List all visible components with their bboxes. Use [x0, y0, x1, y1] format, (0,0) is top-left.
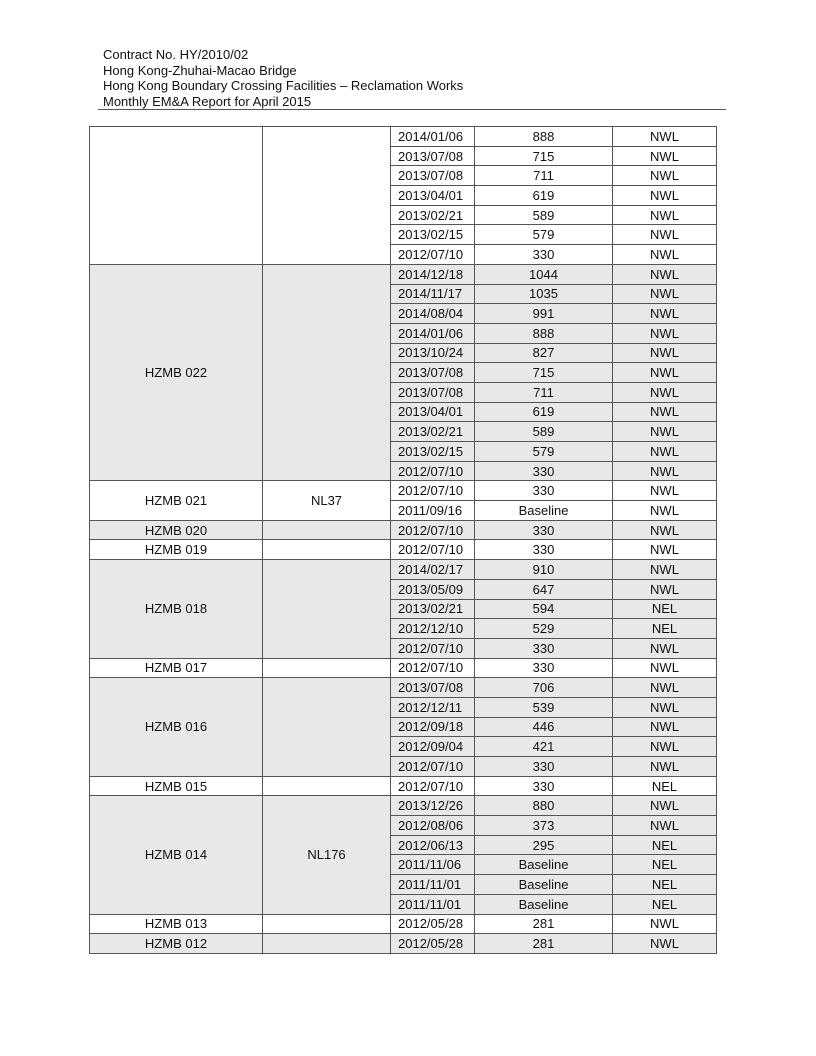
date-cell: 2013/10/24: [391, 343, 475, 363]
value-cell: 888: [475, 323, 613, 343]
value-cell: 529: [475, 619, 613, 639]
value-cell: 1035: [475, 284, 613, 304]
value-cell: 330: [475, 540, 613, 560]
value-cell: 281: [475, 914, 613, 934]
date-cell: 2014/01/06: [391, 127, 475, 147]
value-cell: Baseline: [475, 894, 613, 914]
value-cell: 711: [475, 166, 613, 186]
value-cell: 539: [475, 697, 613, 717]
date-cell: 2012/07/10: [391, 461, 475, 481]
date-cell: 2011/11/01: [391, 875, 475, 895]
class-cell: NWL: [613, 934, 717, 954]
class-cell: NWL: [613, 461, 717, 481]
reference-cell: [263, 658, 391, 678]
page-header: [103, 47, 463, 109]
date-cell: 2014/11/17: [391, 284, 475, 304]
table-row: [90, 520, 717, 540]
class-cell: NWL: [613, 166, 717, 186]
value-cell: Baseline: [475, 875, 613, 895]
monitoring-table-body: [90, 127, 717, 954]
table-row: [90, 560, 717, 580]
location-cell: HZMB 017: [90, 658, 263, 678]
class-cell: NWL: [613, 264, 717, 284]
date-cell: 2013/07/08: [391, 678, 475, 698]
class-cell: NWL: [613, 127, 717, 147]
table-row: [90, 678, 717, 698]
class-cell: NWL: [613, 697, 717, 717]
table-row: [90, 264, 717, 284]
reference-cell: [263, 540, 391, 560]
class-cell: NEL: [613, 894, 717, 914]
date-cell: 2012/07/10: [391, 658, 475, 678]
class-cell: NEL: [613, 875, 717, 895]
class-cell: NWL: [613, 501, 717, 521]
class-cell: NWL: [613, 225, 717, 245]
value-cell: 330: [475, 481, 613, 501]
date-cell: 2013/07/08: [391, 363, 475, 383]
date-cell: 2012/07/10: [391, 638, 475, 658]
class-cell: NWL: [613, 382, 717, 402]
date-cell: 2012/07/10: [391, 540, 475, 560]
location-cell: [90, 127, 263, 265]
class-cell: NWL: [613, 658, 717, 678]
class-cell: NWL: [613, 796, 717, 816]
value-cell: 715: [475, 363, 613, 383]
date-cell: 2012/12/10: [391, 619, 475, 639]
date-cell: 2013/02/21: [391, 599, 475, 619]
value-cell: 281: [475, 934, 613, 954]
date-cell: 2013/02/21: [391, 422, 475, 442]
table-row: [90, 934, 717, 954]
date-cell: 2013/07/08: [391, 146, 475, 166]
location-cell: HZMB 012: [90, 934, 263, 954]
date-cell: 2013/07/08: [391, 382, 475, 402]
class-cell: NWL: [613, 717, 717, 737]
class-cell: NEL: [613, 855, 717, 875]
value-cell: 589: [475, 422, 613, 442]
location-cell: HZMB 020: [90, 520, 263, 540]
date-cell: 2011/09/16: [391, 501, 475, 521]
class-cell: NWL: [613, 205, 717, 225]
value-cell: 330: [475, 776, 613, 796]
date-cell: 2011/11/01: [391, 894, 475, 914]
class-cell: NWL: [613, 304, 717, 324]
header-divider: [98, 109, 726, 110]
value-cell: 330: [475, 757, 613, 777]
class-cell: NWL: [613, 638, 717, 658]
class-cell: NWL: [613, 520, 717, 540]
date-cell: 2012/07/10: [391, 481, 475, 501]
class-cell: NWL: [613, 422, 717, 442]
value-cell: 711: [475, 382, 613, 402]
date-cell: 2013/04/01: [391, 402, 475, 422]
class-cell: NWL: [613, 560, 717, 580]
value-cell: 706: [475, 678, 613, 698]
location-cell: HZMB 018: [90, 560, 263, 658]
class-cell: NWL: [613, 186, 717, 206]
class-cell: NWL: [613, 343, 717, 363]
location-cell: HZMB 022: [90, 264, 263, 481]
class-cell: NWL: [613, 146, 717, 166]
value-cell: 991: [475, 304, 613, 324]
table-row: [90, 658, 717, 678]
value-cell: 330: [475, 245, 613, 265]
date-cell: 2012/09/04: [391, 737, 475, 757]
date-cell: 2012/07/10: [391, 520, 475, 540]
table-row: [90, 540, 717, 560]
table-row: [90, 914, 717, 934]
class-cell: NWL: [613, 540, 717, 560]
location-cell: HZMB 021: [90, 481, 263, 520]
value-cell: 579: [475, 225, 613, 245]
value-cell: Baseline: [475, 855, 613, 875]
report-title: Monthly EM&A Report for April 2015: [103, 93, 312, 109]
monitoring-table: [89, 126, 717, 954]
value-cell: 1044: [475, 264, 613, 284]
class-cell: NWL: [613, 678, 717, 698]
value-cell: 330: [475, 658, 613, 678]
reference-cell: NL37: [263, 481, 391, 520]
date-cell: 2012/05/28: [391, 934, 475, 954]
value-cell: 910: [475, 560, 613, 580]
value-cell: 330: [475, 638, 613, 658]
reference-cell: [263, 934, 391, 954]
value-cell: 594: [475, 599, 613, 619]
date-cell: 2013/02/21: [391, 205, 475, 225]
location-cell: HZMB 015: [90, 776, 263, 796]
contract-number: Contract No. HY/2010/02: [103, 47, 249, 62]
class-cell: NWL: [613, 737, 717, 757]
value-cell: 446: [475, 717, 613, 737]
class-cell: NEL: [613, 619, 717, 639]
date-cell: 2013/07/08: [391, 166, 475, 186]
value-cell: 421: [475, 737, 613, 757]
date-cell: 2012/07/10: [391, 776, 475, 796]
class-cell: NWL: [613, 363, 717, 383]
value-cell: 619: [475, 186, 613, 206]
class-cell: NEL: [613, 776, 717, 796]
location-cell: HZMB 016: [90, 678, 263, 776]
location-cell: HZMB 014: [90, 796, 263, 914]
date-cell: 2012/07/10: [391, 757, 475, 777]
class-cell: NWL: [613, 245, 717, 265]
date-cell: 2013/05/09: [391, 579, 475, 599]
value-cell: 330: [475, 461, 613, 481]
date-cell: 2014/12/18: [391, 264, 475, 284]
table-row: [90, 776, 717, 796]
reference-cell: [263, 914, 391, 934]
date-cell: 2013/12/26: [391, 796, 475, 816]
table-row: [90, 481, 717, 501]
project-name: Hong Kong-Zhuhai-Macao Bridge: [103, 62, 297, 78]
value-cell: 888: [475, 127, 613, 147]
value-cell: 295: [475, 835, 613, 855]
class-cell: NEL: [613, 599, 717, 619]
class-cell: NEL: [613, 835, 717, 855]
reference-cell: [263, 560, 391, 658]
date-cell: 2012/12/11: [391, 697, 475, 717]
location-cell: HZMB 013: [90, 914, 263, 934]
table-row: [90, 127, 717, 147]
date-cell: 2013/02/15: [391, 442, 475, 462]
date-cell: 2013/02/15: [391, 225, 475, 245]
location-cell: HZMB 019: [90, 540, 263, 560]
class-cell: NWL: [613, 481, 717, 501]
date-cell: 2014/02/17: [391, 560, 475, 580]
value-cell: 880: [475, 796, 613, 816]
reference-cell: [263, 776, 391, 796]
class-cell: NWL: [613, 579, 717, 599]
date-cell: 2012/05/28: [391, 914, 475, 934]
value-cell: 827: [475, 343, 613, 363]
value-cell: 589: [475, 205, 613, 225]
value-cell: 647: [475, 579, 613, 599]
value-cell: Baseline: [475, 501, 613, 521]
class-cell: NWL: [613, 442, 717, 462]
facility-name: Hong Kong Boundary Crossing Facilities – Reclamation Works: [103, 78, 464, 94]
reference-cell: [263, 264, 391, 481]
table-row: [90, 796, 717, 816]
class-cell: NWL: [613, 402, 717, 422]
value-cell: 579: [475, 442, 613, 462]
date-cell: 2012/06/13: [391, 835, 475, 855]
reference-cell: [263, 520, 391, 540]
class-cell: NWL: [613, 757, 717, 777]
date-cell: 2013/04/01: [391, 186, 475, 206]
date-cell: 2012/08/06: [391, 816, 475, 836]
date-cell: 2012/09/18: [391, 717, 475, 737]
date-cell: 2012/07/10: [391, 245, 475, 265]
value-cell: 715: [475, 146, 613, 166]
date-cell: 2011/11/06: [391, 855, 475, 875]
date-cell: 2014/08/04: [391, 304, 475, 324]
value-cell: 619: [475, 402, 613, 422]
reference-cell: [263, 678, 391, 776]
reference-cell: NL176: [263, 796, 391, 914]
value-cell: 330: [475, 520, 613, 540]
value-cell: 373: [475, 816, 613, 836]
class-cell: NWL: [613, 284, 717, 304]
class-cell: NWL: [613, 914, 717, 934]
class-cell: NWL: [613, 323, 717, 343]
class-cell: NWL: [613, 816, 717, 836]
reference-cell: [263, 127, 391, 265]
date-cell: 2014/01/06: [391, 323, 475, 343]
